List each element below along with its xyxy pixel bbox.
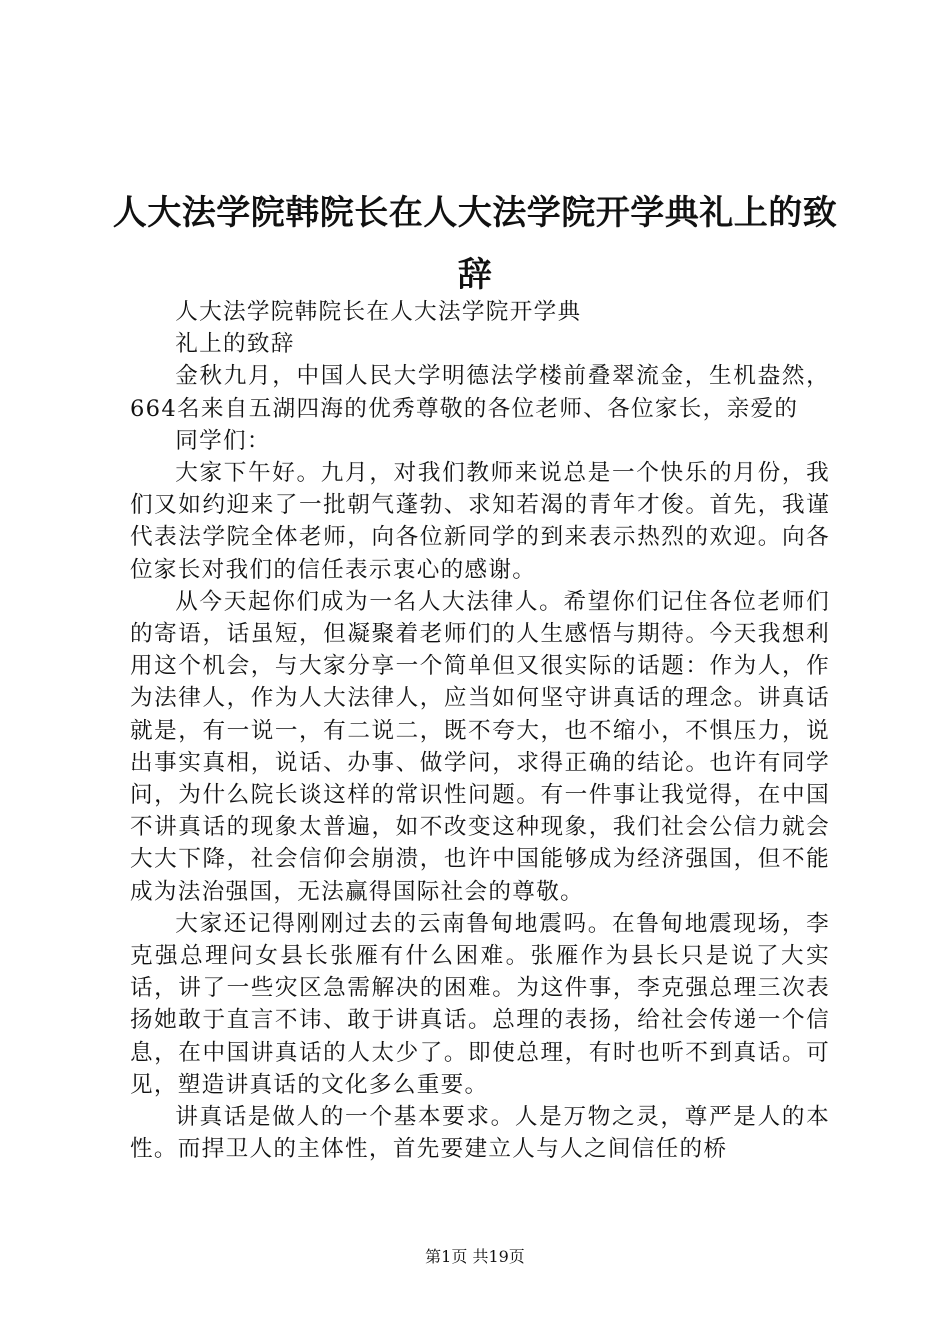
paragraph: 礼上的致辞 [175,331,295,358]
paragraph: 大家下午好。九月，对我们教师来说总是一个快乐的月份，我们又如约迎来了一批朝气蓬勃、求知若渴的青年才俊。首先，我谨代表法学院全体老师，向各位新同学的到来表示热烈的欢迎。向各位家长对我们的信任表示衷心的感谢。 [130,460,830,583]
document-title: 人大法学院韩院长在人大法学院开学典礼上的致辞 [112,193,838,295]
page-number-footer: 第1页 共19页 [425,1247,525,1266]
paragraph: 讲真话是做人的一个基本要求。人是万物之灵，尊严是人的本性。而捍卫人的主体性，首先要建立人与人之间信任的桥 [130,1104,830,1163]
paragraph: 从今天起你们成为一名人大法律人。希望你们记住各位老师们的寄语，话虽短，但凝聚着老师们的人生感悟与期待。今天我想利用这个机会，与大家分享一个简单但又很实际的话题：作为人，作为法律人，作为人大法律人，应当如何坚守讲真话的理念。讲真话就是，有一说一，有二说二，既不夸大，也不缩小，不惧压力，说出事实真相，说话、办事、做学问，求得正确的结论。也许有同学问，为什么院长谈这样的常识性问题。有一件事让我觉得，在中国不讲真话的现象太普遍，如不改变这种现象，我们社会公信力就会大大下降，社会信仰会崩溃，也许中国能够成为经济强国，但不能成为法治强国，无法赢得国际社会的尊敬。 [130,588,830,905]
paragraph: 同学们： [175,427,271,454]
paragraph: 金秋九月，中国人民大学明德法学楼前叠翠流金，生机盎然，664名来自五湖四海的优秀尊敬的各位老师、各位家长，亲爱的 [130,363,830,422]
paragraph: 大家还记得刚刚过去的云南鲁甸地震吗。在鲁甸地震现场，李克强总理问女县长张雁有什么困难。张雁作为县长只是说了大实话，讲了一些灾区急需解决的困难。为这件事，李克强总理三次表扬她敢于直言不讳、敢于讲真话。总理的表扬，给社会传递一个信息，在中国讲真话的人太少了。即使总理，有时也听不到真话。可见，塑造讲真话的文化多么重要。 [130,910,830,1098]
paragraph: 人大法学院韩院长在人大法学院开学典 [175,299,582,325]
document-body [130,296,830,1165]
